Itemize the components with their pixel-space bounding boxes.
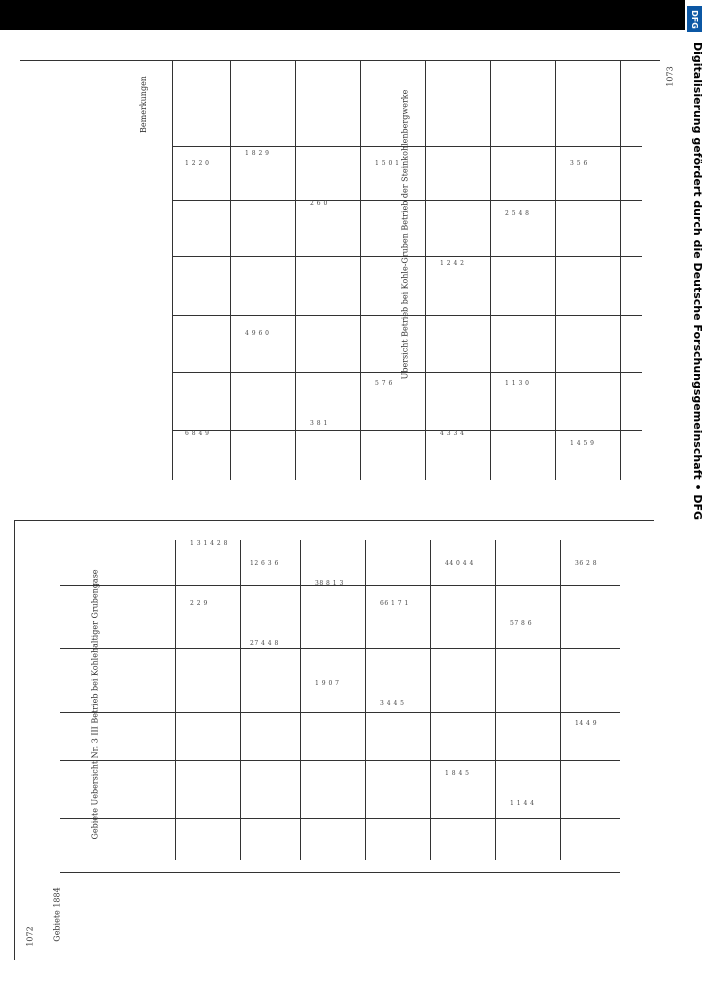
table-rule	[230, 60, 231, 480]
scan-cell: 57 8 6	[510, 620, 533, 627]
table-rule	[175, 540, 176, 860]
running-head-right: Ubersicht Betrieb bei Kohle-Gruben Betrieb der Steinkohlenbergwerke	[400, 89, 410, 380]
table-rule	[172, 430, 642, 431]
scan-cell: 1 1 4 4	[510, 800, 535, 807]
table-rule	[560, 540, 561, 860]
table-rule	[240, 540, 241, 860]
scan-cell: 6 8 4 9	[185, 430, 210, 437]
scan-cell: 2 5 4 8	[505, 210, 530, 217]
scan-cell: 3 4 4 5	[380, 700, 405, 707]
table-rule	[365, 540, 366, 860]
scan-cell: 14 4 9	[575, 720, 598, 727]
scan-cell: 3 5 6	[570, 160, 588, 167]
scan-cell: 4 3 3 4	[440, 430, 465, 437]
scan-cell: 1 1 3 0	[505, 380, 530, 387]
scan-cell: 2 6 0	[310, 200, 328, 207]
scan-cell: 44 0 4 4	[445, 560, 474, 567]
side-note-right: Bemerkungen	[138, 76, 148, 133]
scan-cell: 38 8 1 3	[315, 580, 344, 587]
running-head-left: Gebiete Uebersicht Nr. 3 III Betrieb bei Kohlehaltiger Grubengase	[90, 569, 100, 840]
table-rule	[60, 648, 620, 649]
scan-top-bar	[0, 0, 707, 30]
scan-cell: 12 6 3 6	[250, 560, 279, 567]
scan-cell: 27 4 4 8	[250, 640, 279, 647]
frame-line	[172, 60, 173, 480]
page-number-left: 1072	[25, 926, 35, 947]
scan-cell: 2 2 9	[190, 600, 208, 607]
table-rule	[430, 540, 431, 860]
table-rule	[60, 818, 620, 819]
scan-cell: 36 2 8	[575, 560, 598, 567]
table-rule	[620, 60, 621, 480]
scan-cell: 5 7 6	[375, 380, 393, 387]
scan-cell: 1 4 5 9	[570, 440, 595, 447]
page-number-right: 1073	[665, 66, 675, 87]
frame-line	[14, 520, 15, 960]
table-rule	[425, 60, 426, 480]
scan-cell: 1 8 2 9	[245, 150, 270, 157]
table-rule	[295, 60, 296, 480]
table-rule	[555, 60, 556, 480]
dfg-logo-badge: DFG	[687, 6, 702, 32]
scan-cell: 1 8 4 5	[445, 770, 470, 777]
table-rule	[360, 60, 361, 480]
frame-line	[14, 520, 654, 521]
table-rule	[300, 540, 301, 860]
scan-cell: 1 2 4 2	[440, 260, 465, 267]
scan-cell: 1 3 1 4 2 8	[190, 540, 228, 547]
frame-line	[20, 60, 660, 61]
scan-cell: 1 9 0 7	[315, 680, 340, 687]
scan-cell: 3 8 1	[310, 420, 328, 427]
table-rule	[60, 712, 620, 713]
scan-cell: 1 5 0 1	[375, 160, 400, 167]
table-rule	[60, 872, 620, 873]
scan-cell: 1 2 2 0	[185, 160, 210, 167]
table-rule	[490, 60, 491, 480]
table-title-left: Gebiete 1884	[52, 887, 62, 942]
scan-cell: 66 1 7 1	[380, 600, 409, 607]
table-rule	[60, 760, 620, 761]
scan-cell: 4 9 6 0	[245, 330, 270, 337]
table-rule	[495, 540, 496, 860]
dfg-credit-text: Digitalisierung gefördert durch die Deutsche Forschungsgemeinschaft • DFG	[691, 42, 704, 521]
